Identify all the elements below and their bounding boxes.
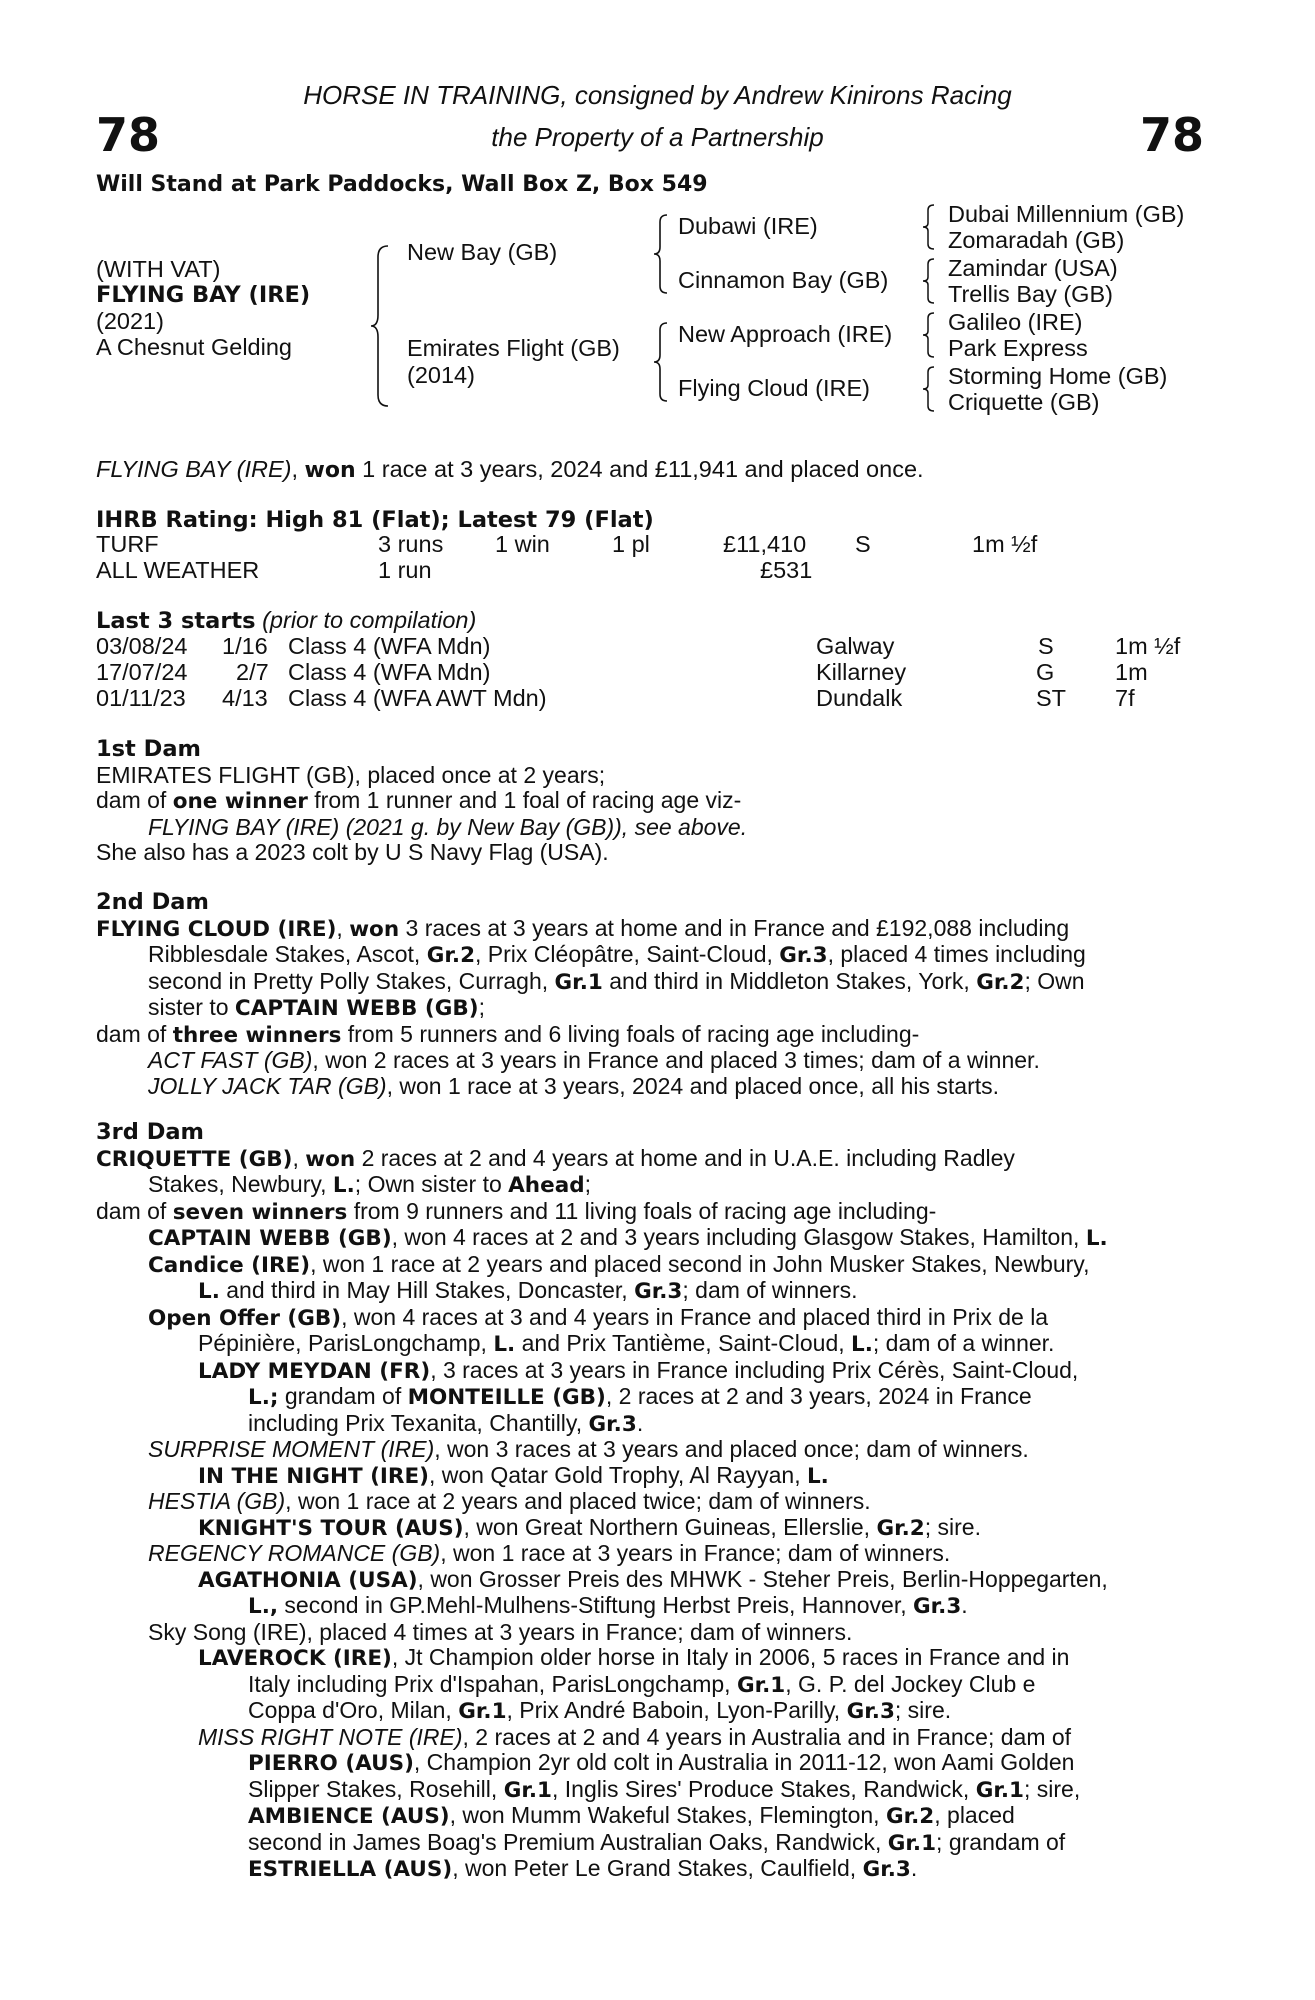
start-course: Galway: [816, 633, 895, 659]
start-distance: 1m: [1115, 659, 1148, 685]
third-dam-produce: AMBIENCE (AUS), won Mumm Wakeful Stakes, Flemington, Gr.2, placed: [248, 1802, 1015, 1829]
dam-year: (2014): [407, 362, 475, 388]
pedigree-brace-main: [370, 245, 390, 407]
second-dam-section: [96, 890, 1199, 1099]
stand-location: Will Stand at Park Paddocks, Wall Box Z, Box 549: [96, 172, 708, 197]
pedigree-brace-dam: [653, 322, 669, 402]
third-dam-produce: AGATHONIA (USA), won Grosser Preis des MHWK - Steher Preis, Berlin-Hoppegarten,: [198, 1565, 1108, 1593]
dam: Emirates Flight (GB): [407, 335, 620, 361]
third-dam-produce: second in James Boag's Premium Australian Oaks, Randwick, Gr.1; grandam of: [248, 1828, 1066, 1856]
sire: New Bay (GB): [407, 239, 558, 265]
rating-earnings: £11,410: [723, 531, 807, 557]
start-going: G: [1036, 659, 1055, 685]
second-dam-produce: JOLLY JACK TAR (GB), won 1 race at 3 years, 2024 and placed once, all his starts.: [148, 1072, 1000, 1099]
horse-year: (2021): [96, 308, 164, 334]
third-dam-produce: LADY MEYDAN (FR), 3 races at 3 years in France including Prix Cérès, Saint-Cloud,: [198, 1356, 1079, 1384]
horse-name: FLYING BAY (IRE): [96, 282, 311, 308]
start-date: 01/11/23: [96, 685, 186, 711]
second-dam-line: second in Pretty Polly Stakes, Curragh, Gr.1 and third in Middleton Stakes, York, Gr.2; Own: [148, 967, 1085, 995]
third-dam-produce: KNIGHT'S TOUR (AUS), won Great Northern Guineas, Ellerslie, Gr.2; sire.: [198, 1513, 981, 1541]
great-grandparent: Galileo (IRE): [948, 309, 1083, 335]
start-position: 1/16: [222, 633, 268, 659]
second-dam-produce: ACT FAST (GB), won 2 races at 3 years in France and placed 3 times; dam of a winner.: [148, 1047, 1040, 1073]
great-grandparent: Dubai Millennium (GB): [948, 201, 1185, 227]
start-race: Class 4 (WFA AWT Mdn): [288, 685, 547, 711]
pedigree-brace-gg1: [922, 204, 936, 250]
third-dam-produce: L. and third in May Hill Stakes, Doncaster, Gr.3; dam of winners.: [198, 1277, 858, 1304]
third-dam-produce: IN THE NIGHT (IRE), won Qatar Gold Trophy, Al Rayyan, L.: [198, 1461, 829, 1489]
third-dam-line: Stakes, Newbury, L.; Own sister to Ahead;: [148, 1171, 591, 1198]
start-race: Class 4 (WFA Mdn): [288, 633, 491, 659]
rating-wins: 1 win: [495, 531, 550, 557]
third-dam-produce: LAVEROCK (IRE), Jt Champion older horse in Italy in 2006, 5 races in France and in: [198, 1644, 1070, 1671]
great-grandparent: Criquette (GB): [948, 389, 1100, 415]
second-dam-line: dam of three winners from 5 runners and 6 living foals of racing age including-: [96, 1020, 920, 1048]
second-dam-line: sister to CAPTAIN WEBB (GB);: [148, 994, 485, 1021]
first-dam-section: [96, 737, 1199, 866]
rating-going: S: [855, 531, 871, 557]
first-dam-line: EMIRATES FLIGHT (GB), placed once at 2 years;: [96, 761, 606, 788]
rating-runs: 3 runs: [378, 531, 444, 557]
start-position: 4/13: [222, 685, 268, 711]
third-dam-produce: including Prix Texanita, Chantilly, Gr.3.: [248, 1409, 644, 1437]
start-course: Killarney: [816, 659, 907, 685]
third-dam-produce: REGENCY ROMANCE (GB), won 1 race at 3 years in France; dam of winners.: [148, 1540, 951, 1566]
consignor-line: HORSE IN TRAINING, consigned by Andrew Kinirons Racing: [303, 80, 1012, 110]
first-dam-line: dam of one winner from 1 runner and 1 foal of racing age viz-: [96, 787, 742, 814]
dam-dam: Flying Cloud (IRE): [678, 375, 870, 401]
third-dam-produce: Candice (IRE), won 1 race at 2 years and placed second in John Musker Stakes, Newbury,: [148, 1250, 1090, 1278]
third-dam-produce: CAPTAIN WEBB (GB), won 4 races at 2 and 3 years including Glasgow Stakes, Hamilton, L.: [148, 1224, 1108, 1251]
pedigree-brace-gg4: [922, 366, 936, 412]
great-grandparent: Zamindar (USA): [948, 255, 1118, 281]
start-position: 2/7: [236, 659, 269, 685]
vat-note: (WITH VAT): [96, 256, 221, 282]
rating-distance: 1m ½f: [972, 531, 1038, 557]
third-dam-line: dam of seven winners from 9 runners and 11 living foals of racing age including-: [96, 1197, 937, 1225]
start-distance: 1m ½f: [1115, 633, 1181, 659]
start-distance: 7f: [1115, 685, 1135, 711]
rating-heading: IHRB Rating: High 81 (Flat); Latest 79 (Flat): [96, 507, 654, 533]
third-dam-produce: PIERRO (AUS), Champion 2yr old colt in Australia in 2011-12, won Aami Golden: [248, 1749, 1075, 1776]
third-dam-line: CRIQUETTE (GB), won 2 races at 2 and 4 years at home and in U.A.E. including Radley: [96, 1144, 1015, 1172]
great-grandparent: Park Express: [948, 335, 1088, 361]
start-course: Dundalk: [816, 685, 903, 711]
start-date: 03/08/24: [96, 633, 188, 659]
rating-runs: 1 run: [378, 557, 432, 583]
start-date: 17/07/24: [96, 659, 188, 685]
race-summary: FLYING BAY (IRE), won 1 race at 3 years, 2024 and £11,941 and placed once.: [96, 456, 924, 483]
second-dam-line: Ribblesdale Stakes, Ascot, Gr.2, Prix Cléopâtre, Saint-Cloud, Gr.3, placed 4 times including: [148, 941, 1086, 968]
rating-places: 1 pl: [612, 531, 650, 557]
lot-number-right: 78: [1139, 108, 1204, 162]
third-dam-produce: Open Offer (GB), won 4 races at 3 and 4 years in France and placed third in Prix de la: [148, 1303, 1049, 1331]
third-dam-produce: Coppa d'Oro, Milan, Gr.1, Prix André Baboin, Lyon-Parilly, Gr.3; sire.: [248, 1697, 952, 1724]
rating-surface: ALL WEATHER: [96, 557, 260, 583]
second-dam-heading: 2nd Dam: [96, 889, 209, 915]
start-going: S: [1038, 633, 1054, 659]
great-grandparent: Storming Home (GB): [948, 363, 1168, 389]
third-dam-produce: Slipper Stakes, Rosehill, Gr.1, Inglis Sires' Produce Stakes, Randwick, Gr.1; sire,: [248, 1775, 1081, 1803]
third-dam-produce: Italy including Prix d'Ispahan, ParisLongchamp, Gr.1, G. P. del Jockey Club e: [248, 1670, 1036, 1698]
third-dam-produce: Pépinière, ParisLongchamp, L. and Prix Tantième, Saint-Cloud, L.; dam of a winner.: [198, 1330, 1055, 1357]
last-starts-heading: Last 3 starts (prior to compilation): [96, 607, 477, 634]
second-dam-line: FLYING CLOUD (IRE), won 3 races at 3 years at home and in France and £192,088 including: [96, 914, 1070, 942]
lot-number-left: 78: [96, 108, 161, 162]
pedigree-brace-sire: [653, 214, 669, 294]
sire-dam: Cinnamon Bay (GB): [678, 267, 889, 293]
first-dam-heading: 1st Dam: [96, 736, 201, 762]
third-dam-section: [96, 1120, 1199, 1883]
property-line: the Property of a Partnership: [491, 122, 824, 152]
third-dam-produce: Sky Song (IRE), placed 4 times at 3 years in France; dam of winners.: [148, 1618, 853, 1645]
third-dam-produce: L.; grandam of MONTEILLE (GB), 2 races at 2 and 3 years, 2024 in France: [248, 1383, 1032, 1410]
great-grandparent: Zomaradah (GB): [948, 227, 1125, 253]
first-dam-produce: FLYING BAY (IRE) (2021 g. by New Bay (GB)), see above.: [148, 813, 748, 840]
horse-description: A Chesnut Gelding: [96, 334, 292, 360]
third-dam-produce: L., second in GP.Mehl-Mulhens-Stiftung Herbst Preis, Hannover, Gr.3.: [248, 1592, 968, 1619]
third-dam-produce: SURPRISE MOMENT (IRE), won 3 races at 3 years and placed once; dam of winners.: [148, 1436, 1029, 1462]
great-grandparent: Trellis Bay (GB): [948, 281, 1113, 307]
start-race: Class 4 (WFA Mdn): [288, 659, 491, 685]
start-going: ST: [1036, 685, 1067, 711]
dam-sire: New Approach (IRE): [678, 321, 893, 347]
pedigree-brace-gg3: [922, 312, 936, 358]
third-dam-produce: ESTRIELLA (AUS), won Peter Le Grand Stakes, Caulfield, Gr.3.: [248, 1855, 918, 1882]
rating-earnings: £531: [760, 557, 813, 583]
sire-sire: Dubawi (IRE): [678, 213, 818, 239]
third-dam-produce: HESTIA (GB), won 1 race at 2 years and placed twice; dam of winners.: [148, 1488, 871, 1514]
rating-surface: TURF: [96, 531, 159, 557]
third-dam-heading: 3rd Dam: [96, 1119, 204, 1145]
third-dam-produce: MISS RIGHT NOTE (IRE), 2 races at 2 and 4 years in Australia and in France; dam of: [198, 1723, 1072, 1750]
pedigree-brace-gg2: [922, 258, 936, 304]
first-dam-line: She also has a 2023 colt by U S Navy Flag (USA).: [96, 839, 609, 865]
